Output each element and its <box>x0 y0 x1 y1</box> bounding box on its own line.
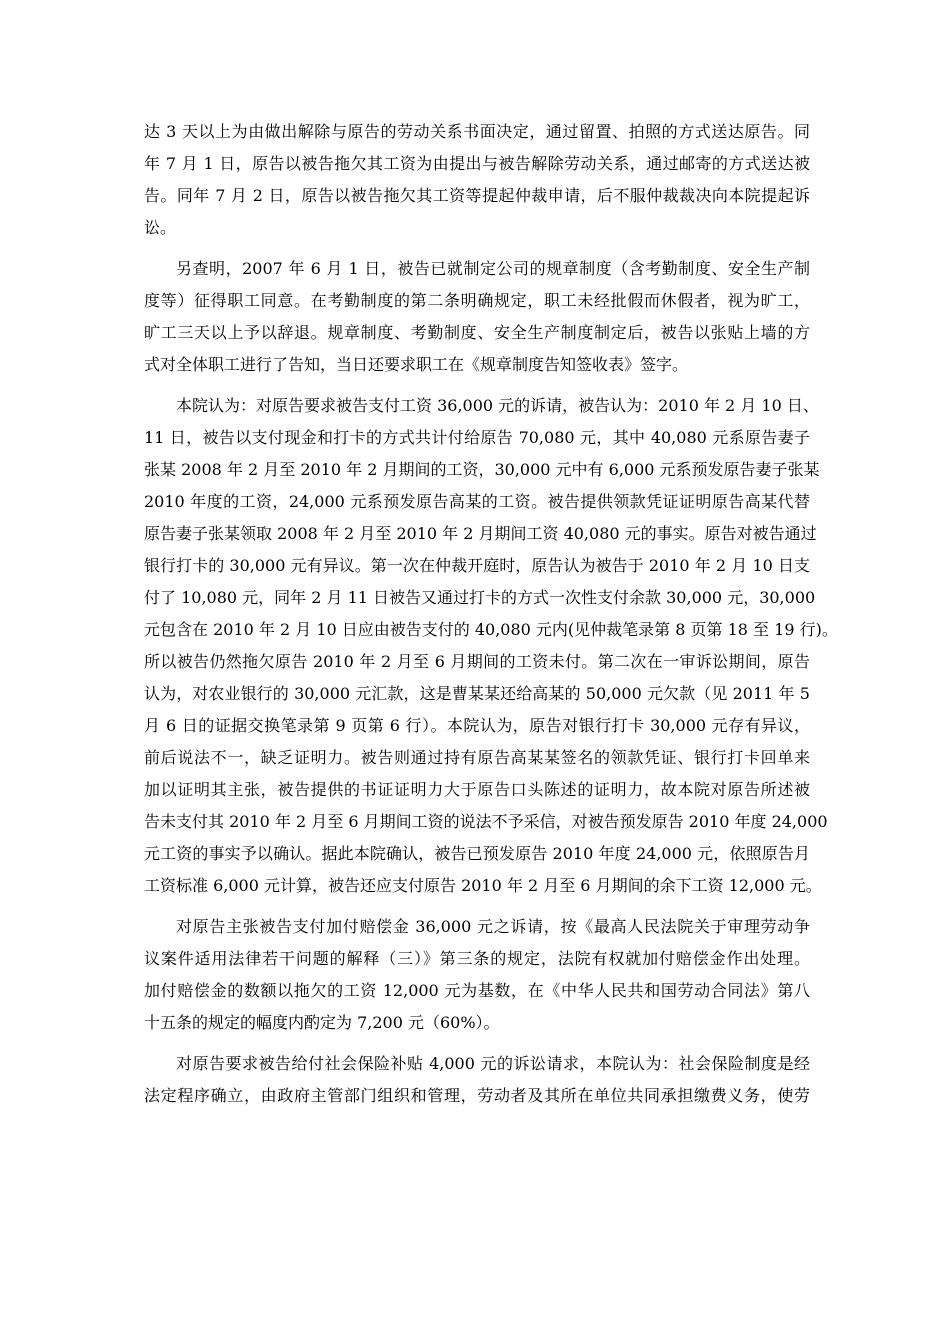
text-line: 对原告要求被告给付社会保险补贴 4,000 元的诉讼请求，本院认为：社会保险制度是经 <box>176 1054 810 1073</box>
text-line: 工资标准 6,000 元计算，被告还应支付原告 2010 年 2 月至 6 月期间的余下工资 12,000 元。 <box>144 876 822 895</box>
text-line: 对原告主张被告支付加付赔偿金 36,000 元之诉请，按《最高人民法院关于审理劳动争 <box>176 917 810 936</box>
text-line: 十五条的规定的幅度内酌定为 7,200 元（60%）。 <box>144 1013 500 1032</box>
text-line: 前后说法不一，缺乏证明力。被告则通过持有原告高某某签名的领款凭证、银行打卡回单来 <box>144 748 810 767</box>
text-line: 式对全体职工进行了告知，当日还要求职工在《规章制度告知签收表》签字。 <box>144 355 689 374</box>
paragraph <box>144 390 838 902</box>
text-line: 元工资的事实予以确认。据此本院确认，被告已预发原告 2010 年度 24,000 元，依照原告月 <box>144 844 810 863</box>
paragraph <box>144 116 810 244</box>
text-line: 加付赔偿金的数额以拖欠的工资 12,000 元为基数，在《中华人民共和国劳动合同法》第八 <box>144 981 810 1000</box>
text-line: 原告妻子张某领取 2008 年 2 月至 2010 年 2 月期间工资 40,080 元的事实。原告对被告通过 <box>144 524 817 543</box>
text-line: 度等）征得职工同意。在考勤制度的第二条明确规定，职工未经批假而休假者，视为旷工， <box>144 291 810 310</box>
text-line: 月 6 日的证据交换笔录第 9 页第 6 行）。本院认为，原告对银行打卡 30,000 元存有异议， <box>144 716 810 735</box>
text-line: 银行打卡的 30,000 元有异议。第一次在仲裁开庭时，原告认为被告于 2010 年 2 月 10 日支 <box>144 556 810 575</box>
text-line: 11 日，被告以支付现金和打卡的方式共计付给原告 70,080 元，其中 40,080 元系原告妻子 <box>144 428 810 447</box>
text-line: 张某 2008 年 2 月至 2010 年 2 月期间的工资，30,000 元中有 6,000 元系预发原告妻子张某 <box>144 460 820 479</box>
text-line: 年 7 月 1 日，原告以被告拖欠其工资为由提出与被告解除劳动关系，通过邮寄的方式送达被 <box>144 154 810 173</box>
text-line: 告未支付其 2010 年 2 月至 6 月期间工资的说法不予采信，对被告预发原告 2010 年度 24,000 <box>144 812 828 831</box>
text-line: 元包含在 2010 年 2 月 10 日应由被告支付的 40,080 元内(见仲裁笔录第 8 页第 18 至 19 行)。 <box>144 620 838 639</box>
text-line: 2010 年度的工资，24,000 元系预发原告高某的工资。被告提供领款凭证证明原告高某代替 <box>144 492 810 511</box>
text-line: 加以证明其主张，被告提供的书证证明力大于原告口头陈述的证明力，故本院对原告所述被 <box>144 780 810 799</box>
text-line: 法定程序确立，由政府主管部门组织和管理，劳动者及其所在单位共同承担缴费义务，使劳 <box>144 1086 810 1105</box>
text-line: 告。同年 7 月 2 日，原告以被告拖欠其工资等提起仲裁申请，后不服仲裁裁决向本院提起诉 <box>144 186 810 205</box>
text-line: 达 3 天以上为由做出解除与原告的劳动关系书面决定，通过留置、拍照的方式送达原告。同 <box>144 122 810 141</box>
text-line: 认为，对农业银行的 30,000 元汇款，这是曹某某还给高某的 50,000 元欠款（见 2011 年 5 <box>144 684 810 703</box>
text-line: 旷工三天以上予以辞退。规章制度、考勤制度、安全生产制度制定后，被告以张贴上墙的方 <box>144 323 810 342</box>
paragraph <box>144 1048 810 1112</box>
text-line: 付了 10,080 元，同年 2 月 11 日被告又通过打卡的方式一次性支付余款 30,000 元，30,000 <box>144 588 816 607</box>
text-line: 议案件适用法律若干问题的解释（三）》第三条的规定，法院有权就加付赔偿金作出处理。 <box>144 949 810 968</box>
text-line: 讼。 <box>144 218 177 237</box>
text-line: 另查明，2007 年 6 月 1 日，被告已就制定公司的规章制度（含考勤制度、安全生产制 <box>176 259 810 278</box>
paragraph <box>144 911 810 1039</box>
text-line: 所以被告仍然拖欠原告 2010 年 2 月至 6 月期间的工资未付。第二次在一审诉讼期间，原告 <box>144 652 810 671</box>
document-page <box>144 116 838 1121</box>
text-line: 本院认为：对原告要求被告支付工资 36,000 元的诉请，被告认为：2010 年 2 月 10 日、 <box>176 396 819 415</box>
paragraph <box>144 253 810 381</box>
